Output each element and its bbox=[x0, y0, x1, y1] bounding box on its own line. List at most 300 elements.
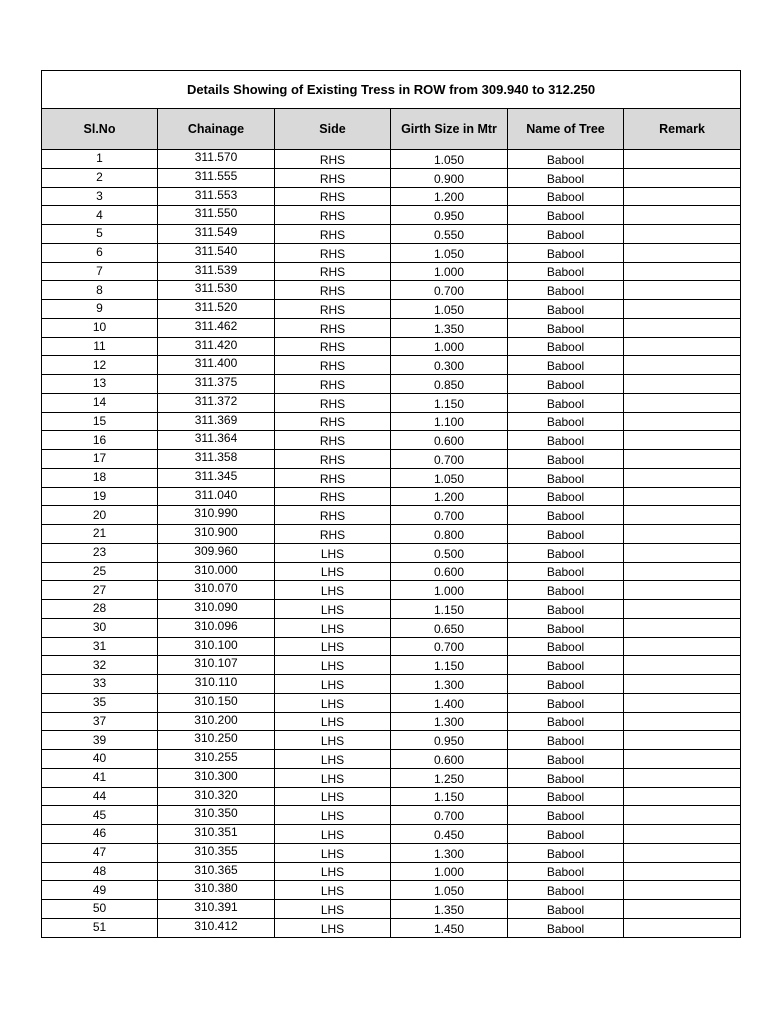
chainage-cell: 310.096 bbox=[158, 618, 275, 637]
remark-cell bbox=[624, 806, 741, 825]
remark-cell bbox=[624, 543, 741, 562]
table-row bbox=[42, 206, 741, 225]
chainage-cell: 310.355 bbox=[158, 843, 275, 862]
sl-no-cell: 50 bbox=[42, 900, 158, 919]
girth-size-cell: 0.700 bbox=[391, 450, 508, 469]
tree-name-cell: Babool bbox=[508, 468, 624, 487]
remark-cell bbox=[624, 768, 741, 787]
chainage-cell: 310.100 bbox=[158, 637, 275, 656]
chainage-cell: 311.364 bbox=[158, 431, 275, 450]
girth-size-cell: 1.050 bbox=[391, 468, 508, 487]
sl-no-cell: 6 bbox=[42, 243, 158, 262]
sl-no-cell: 51 bbox=[42, 918, 158, 937]
side-cell: RHS bbox=[275, 187, 391, 206]
girth-size-cell: 0.500 bbox=[391, 543, 508, 562]
sl-no-cell: 4 bbox=[42, 206, 158, 225]
girth-size-cell: 1.050 bbox=[391, 300, 508, 319]
sl-no-cell: 41 bbox=[42, 768, 158, 787]
side-cell: RHS bbox=[275, 375, 391, 394]
sl-no-cell: 3 bbox=[42, 187, 158, 206]
side-cell: LHS bbox=[275, 825, 391, 844]
girth-size-cell: 1.000 bbox=[391, 862, 508, 881]
sl-no-cell: 33 bbox=[42, 675, 158, 694]
chainage-cell: 310.391 bbox=[158, 900, 275, 919]
tree-name-cell: Babool bbox=[508, 768, 624, 787]
chainage-cell: 311.372 bbox=[158, 393, 275, 412]
girth-size-cell: 1.200 bbox=[391, 187, 508, 206]
remark-cell bbox=[624, 862, 741, 881]
sl-no-cell: 17 bbox=[42, 450, 158, 469]
remark-cell bbox=[624, 431, 741, 450]
tree-name-cell: Babool bbox=[508, 637, 624, 656]
remark-cell bbox=[624, 900, 741, 919]
side-cell: LHS bbox=[275, 862, 391, 881]
side-cell: LHS bbox=[275, 675, 391, 694]
remark-cell bbox=[624, 318, 741, 337]
chainage-cell: 310.090 bbox=[158, 600, 275, 619]
chainage-cell: 311.345 bbox=[158, 468, 275, 487]
table-row bbox=[42, 243, 741, 262]
table-row bbox=[42, 525, 741, 544]
chainage-cell: 310.150 bbox=[158, 693, 275, 712]
girth-size-cell: 1.300 bbox=[391, 843, 508, 862]
sl-no-cell: 7 bbox=[42, 262, 158, 281]
table-row bbox=[42, 187, 741, 206]
chainage-cell: 310.110 bbox=[158, 675, 275, 694]
remark-cell bbox=[624, 618, 741, 637]
chainage-cell: 310.900 bbox=[158, 525, 275, 544]
tree-name-cell: Babool bbox=[508, 693, 624, 712]
sl-no-cell: 31 bbox=[42, 637, 158, 656]
side-cell: LHS bbox=[275, 543, 391, 562]
tree-name-cell: Babool bbox=[508, 825, 624, 844]
tree-name-cell: Babool bbox=[508, 750, 624, 769]
tree-name-cell: Babool bbox=[508, 618, 624, 637]
remark-cell bbox=[624, 712, 741, 731]
chainage-cell: 310.990 bbox=[158, 506, 275, 525]
sl-no-cell: 15 bbox=[42, 412, 158, 431]
tree-name-cell: Babool bbox=[508, 900, 624, 919]
column-header-name-of-tree: Name of Tree bbox=[508, 109, 624, 150]
remark-cell bbox=[624, 450, 741, 469]
table-row bbox=[42, 562, 741, 581]
sl-no-cell: 19 bbox=[42, 487, 158, 506]
sl-no-cell: 49 bbox=[42, 881, 158, 900]
side-cell: RHS bbox=[275, 487, 391, 506]
girth-size-cell: 1.450 bbox=[391, 918, 508, 937]
tree-name-cell: Babool bbox=[508, 487, 624, 506]
chainage-cell: 311.555 bbox=[158, 168, 275, 187]
chainage-cell: 311.040 bbox=[158, 487, 275, 506]
tree-name-cell: Babool bbox=[508, 337, 624, 356]
table-row bbox=[42, 881, 741, 900]
side-cell: LHS bbox=[275, 918, 391, 937]
side-cell: LHS bbox=[275, 562, 391, 581]
girth-size-cell: 1.300 bbox=[391, 675, 508, 694]
chainage-cell: 309.960 bbox=[158, 543, 275, 562]
tree-name-cell: Babool bbox=[508, 243, 624, 262]
tree-name-cell: Babool bbox=[508, 206, 624, 225]
table-row bbox=[42, 618, 741, 637]
table-row bbox=[42, 262, 741, 281]
chainage-cell: 311.570 bbox=[158, 150, 275, 169]
tree-name-cell: Babool bbox=[508, 281, 624, 300]
sl-no-cell: 2 bbox=[42, 168, 158, 187]
girth-size-cell: 0.700 bbox=[391, 506, 508, 525]
sl-no-cell: 28 bbox=[42, 600, 158, 619]
side-cell: LHS bbox=[275, 787, 391, 806]
table-row bbox=[42, 693, 741, 712]
chainage-cell: 310.300 bbox=[158, 768, 275, 787]
remark-cell bbox=[624, 187, 741, 206]
table-row bbox=[42, 487, 741, 506]
remark-cell bbox=[624, 506, 741, 525]
remark-cell bbox=[624, 656, 741, 675]
table-row bbox=[42, 450, 741, 469]
sl-no-cell: 1 bbox=[42, 150, 158, 169]
tree-name-cell: Babool bbox=[508, 168, 624, 187]
side-cell: LHS bbox=[275, 712, 391, 731]
girth-size-cell: 0.600 bbox=[391, 750, 508, 769]
sl-no-cell: 44 bbox=[42, 787, 158, 806]
remark-cell bbox=[624, 693, 741, 712]
sl-no-cell: 16 bbox=[42, 431, 158, 450]
remark-cell bbox=[624, 562, 741, 581]
table-row bbox=[42, 806, 741, 825]
tree-name-cell: Babool bbox=[508, 843, 624, 862]
girth-size-cell: 1.000 bbox=[391, 337, 508, 356]
table-row bbox=[42, 731, 741, 750]
tree-name-cell: Babool bbox=[508, 300, 624, 319]
tree-name-cell: Babool bbox=[508, 412, 624, 431]
remark-cell bbox=[624, 750, 741, 769]
remark-cell bbox=[624, 637, 741, 656]
side-cell: RHS bbox=[275, 412, 391, 431]
sl-no-cell: 12 bbox=[42, 356, 158, 375]
chainage-cell: 310.107 bbox=[158, 656, 275, 675]
chainage-cell: 310.255 bbox=[158, 750, 275, 769]
girth-size-cell: 1.050 bbox=[391, 243, 508, 262]
remark-cell bbox=[624, 243, 741, 262]
chainage-cell: 310.412 bbox=[158, 918, 275, 937]
tree-name-cell: Babool bbox=[508, 675, 624, 694]
table-row bbox=[42, 787, 741, 806]
remark-cell bbox=[624, 825, 741, 844]
table-row bbox=[42, 750, 741, 769]
remark-cell bbox=[624, 731, 741, 750]
remark-cell bbox=[624, 412, 741, 431]
chainage-cell: 310.000 bbox=[158, 562, 275, 581]
side-cell: LHS bbox=[275, 637, 391, 656]
column-header-girth-size: Girth Size in Mtr bbox=[391, 109, 508, 150]
girth-size-cell: 1.150 bbox=[391, 656, 508, 675]
side-cell: RHS bbox=[275, 281, 391, 300]
tree-name-cell: Babool bbox=[508, 881, 624, 900]
table-row bbox=[42, 412, 741, 431]
tree-name-cell: Babool bbox=[508, 806, 624, 825]
side-cell: RHS bbox=[275, 450, 391, 469]
sl-no-cell: 8 bbox=[42, 281, 158, 300]
chainage-cell: 311.553 bbox=[158, 187, 275, 206]
tree-name-cell: Babool bbox=[508, 356, 624, 375]
side-cell: RHS bbox=[275, 318, 391, 337]
chainage-cell: 311.462 bbox=[158, 318, 275, 337]
side-cell: RHS bbox=[275, 243, 391, 262]
girth-size-cell: 0.700 bbox=[391, 806, 508, 825]
remark-cell bbox=[624, 787, 741, 806]
side-cell: RHS bbox=[275, 262, 391, 281]
sl-no-cell: 21 bbox=[42, 525, 158, 544]
side-cell: LHS bbox=[275, 600, 391, 619]
table-row bbox=[42, 393, 741, 412]
chainage-cell: 310.070 bbox=[158, 581, 275, 600]
table-row bbox=[42, 543, 741, 562]
table-row bbox=[42, 356, 741, 375]
tree-name-cell: Babool bbox=[508, 187, 624, 206]
sl-no-cell: 46 bbox=[42, 825, 158, 844]
girth-size-cell: 0.300 bbox=[391, 356, 508, 375]
table-row bbox=[42, 768, 741, 787]
remark-cell bbox=[624, 581, 741, 600]
sl-no-cell: 5 bbox=[42, 225, 158, 244]
sl-no-cell: 35 bbox=[42, 693, 158, 712]
side-cell: RHS bbox=[275, 525, 391, 544]
sl-no-cell: 14 bbox=[42, 393, 158, 412]
chainage-cell: 311.530 bbox=[158, 281, 275, 300]
girth-size-cell: 0.700 bbox=[391, 281, 508, 300]
table-row bbox=[42, 825, 741, 844]
title-row bbox=[42, 71, 741, 109]
table-row bbox=[42, 900, 741, 919]
table-row bbox=[42, 506, 741, 525]
girth-size-cell: 0.450 bbox=[391, 825, 508, 844]
girth-size-cell: 0.700 bbox=[391, 637, 508, 656]
side-cell: RHS bbox=[275, 506, 391, 525]
side-cell: LHS bbox=[275, 881, 391, 900]
sl-no-cell: 11 bbox=[42, 337, 158, 356]
side-cell: RHS bbox=[275, 431, 391, 450]
chainage-cell: 310.250 bbox=[158, 731, 275, 750]
tree-name-cell: Babool bbox=[508, 712, 624, 731]
table-row bbox=[42, 712, 741, 731]
side-cell: LHS bbox=[275, 806, 391, 825]
table-row bbox=[42, 168, 741, 187]
remark-cell bbox=[624, 525, 741, 544]
table-row bbox=[42, 843, 741, 862]
table-row bbox=[42, 281, 741, 300]
remark-cell bbox=[624, 300, 741, 319]
girth-size-cell: 1.050 bbox=[391, 881, 508, 900]
side-cell: LHS bbox=[275, 618, 391, 637]
side-cell: RHS bbox=[275, 393, 391, 412]
side-cell: LHS bbox=[275, 843, 391, 862]
tree-name-cell: Babool bbox=[508, 450, 624, 469]
column-header-side: Side bbox=[275, 109, 391, 150]
girth-size-cell: 1.300 bbox=[391, 712, 508, 731]
tree-name-cell: Babool bbox=[508, 150, 624, 169]
girth-size-cell: 1.050 bbox=[391, 150, 508, 169]
chainage-cell: 310.320 bbox=[158, 787, 275, 806]
chainage-cell: 310.200 bbox=[158, 712, 275, 731]
girth-size-cell: 1.150 bbox=[391, 600, 508, 619]
tree-details-table bbox=[41, 70, 741, 938]
chainage-cell: 310.350 bbox=[158, 806, 275, 825]
chainage-cell: 311.358 bbox=[158, 450, 275, 469]
chainage-cell: 310.351 bbox=[158, 825, 275, 844]
girth-size-cell: 0.950 bbox=[391, 731, 508, 750]
girth-size-cell: 1.400 bbox=[391, 693, 508, 712]
sl-no-cell: 23 bbox=[42, 543, 158, 562]
table-row bbox=[42, 150, 741, 169]
tree-name-cell: Babool bbox=[508, 543, 624, 562]
sl-no-cell: 40 bbox=[42, 750, 158, 769]
remark-cell bbox=[624, 168, 741, 187]
sl-no-cell: 18 bbox=[42, 468, 158, 487]
sl-no-cell: 9 bbox=[42, 300, 158, 319]
sl-no-cell: 48 bbox=[42, 862, 158, 881]
sl-no-cell: 32 bbox=[42, 656, 158, 675]
tree-name-cell: Babool bbox=[508, 581, 624, 600]
side-cell: RHS bbox=[275, 150, 391, 169]
column-header-remark: Remark bbox=[624, 109, 741, 150]
tree-name-cell: Babool bbox=[508, 375, 624, 394]
girth-size-cell: 1.000 bbox=[391, 262, 508, 281]
side-cell: RHS bbox=[275, 168, 391, 187]
table-row bbox=[42, 300, 741, 319]
side-cell: RHS bbox=[275, 300, 391, 319]
table-row bbox=[42, 600, 741, 619]
tree-name-cell: Babool bbox=[508, 731, 624, 750]
side-cell: RHS bbox=[275, 468, 391, 487]
sl-no-cell: 10 bbox=[42, 318, 158, 337]
table-row bbox=[42, 675, 741, 694]
remark-cell bbox=[624, 918, 741, 937]
table-row bbox=[42, 431, 741, 450]
girth-size-cell: 1.150 bbox=[391, 787, 508, 806]
sl-no-cell: 39 bbox=[42, 731, 158, 750]
table-row bbox=[42, 862, 741, 881]
side-cell: LHS bbox=[275, 656, 391, 675]
tree-name-cell: Babool bbox=[508, 562, 624, 581]
remark-cell bbox=[624, 843, 741, 862]
chainage-cell: 311.375 bbox=[158, 375, 275, 394]
chainage-cell: 311.549 bbox=[158, 225, 275, 244]
girth-size-cell: 1.150 bbox=[391, 393, 508, 412]
tree-name-cell: Babool bbox=[508, 506, 624, 525]
table-row bbox=[42, 656, 741, 675]
remark-cell bbox=[624, 262, 741, 281]
column-header-chainage: Chainage bbox=[158, 109, 275, 150]
sl-no-cell: 25 bbox=[42, 562, 158, 581]
tree-name-cell: Babool bbox=[508, 318, 624, 337]
remark-cell bbox=[624, 468, 741, 487]
girth-size-cell: 0.850 bbox=[391, 375, 508, 394]
remark-cell bbox=[624, 337, 741, 356]
chainage-cell: 311.400 bbox=[158, 356, 275, 375]
sl-no-cell: 30 bbox=[42, 618, 158, 637]
girth-size-cell: 0.950 bbox=[391, 206, 508, 225]
remark-cell bbox=[624, 206, 741, 225]
girth-size-cell: 1.200 bbox=[391, 487, 508, 506]
table-row bbox=[42, 337, 741, 356]
remark-cell bbox=[624, 487, 741, 506]
girth-size-cell: 1.000 bbox=[391, 581, 508, 600]
table-body bbox=[42, 150, 741, 938]
side-cell: RHS bbox=[275, 206, 391, 225]
table-title: Details Showing of Existing Tress in ROW from 309.940 to 312.250 bbox=[42, 71, 741, 109]
girth-size-cell: 1.100 bbox=[391, 412, 508, 431]
tree-name-cell: Babool bbox=[508, 862, 624, 881]
tree-name-cell: Babool bbox=[508, 787, 624, 806]
side-cell: RHS bbox=[275, 356, 391, 375]
girth-size-cell: 0.550 bbox=[391, 225, 508, 244]
girth-size-cell: 0.800 bbox=[391, 525, 508, 544]
tree-name-cell: Babool bbox=[508, 656, 624, 675]
remark-cell bbox=[624, 281, 741, 300]
table-row bbox=[42, 918, 741, 937]
sl-no-cell: 13 bbox=[42, 375, 158, 394]
remark-cell bbox=[624, 356, 741, 375]
tree-name-cell: Babool bbox=[508, 431, 624, 450]
girth-size-cell: 1.250 bbox=[391, 768, 508, 787]
sl-no-cell: 20 bbox=[42, 506, 158, 525]
side-cell: LHS bbox=[275, 900, 391, 919]
header-row bbox=[42, 109, 741, 150]
girth-size-cell: 0.600 bbox=[391, 431, 508, 450]
chainage-cell: 311.540 bbox=[158, 243, 275, 262]
side-cell: LHS bbox=[275, 693, 391, 712]
tree-name-cell: Babool bbox=[508, 393, 624, 412]
sl-no-cell: 27 bbox=[42, 581, 158, 600]
remark-cell bbox=[624, 375, 741, 394]
tree-name-cell: Babool bbox=[508, 225, 624, 244]
side-cell: LHS bbox=[275, 581, 391, 600]
girth-size-cell: 1.350 bbox=[391, 900, 508, 919]
remark-cell bbox=[624, 150, 741, 169]
side-cell: RHS bbox=[275, 337, 391, 356]
chainage-cell: 310.380 bbox=[158, 881, 275, 900]
table-row bbox=[42, 637, 741, 656]
girth-size-cell: 0.650 bbox=[391, 618, 508, 637]
chainage-cell: 311.420 bbox=[158, 337, 275, 356]
remark-cell bbox=[624, 393, 741, 412]
tree-name-cell: Babool bbox=[508, 918, 624, 937]
remark-cell bbox=[624, 881, 741, 900]
table-row bbox=[42, 581, 741, 600]
column-header-sl-no: Sl.No bbox=[42, 109, 158, 150]
side-cell: LHS bbox=[275, 731, 391, 750]
side-cell: LHS bbox=[275, 750, 391, 769]
chainage-cell: 311.550 bbox=[158, 206, 275, 225]
table-row bbox=[42, 225, 741, 244]
remark-cell bbox=[624, 600, 741, 619]
chainage-cell: 311.520 bbox=[158, 300, 275, 319]
table-row bbox=[42, 318, 741, 337]
sl-no-cell: 37 bbox=[42, 712, 158, 731]
chainage-cell: 311.369 bbox=[158, 412, 275, 431]
side-cell: RHS bbox=[275, 225, 391, 244]
table-row bbox=[42, 468, 741, 487]
tree-name-cell: Babool bbox=[508, 262, 624, 281]
girth-size-cell: 0.600 bbox=[391, 562, 508, 581]
girth-size-cell: 0.900 bbox=[391, 168, 508, 187]
tree-name-cell: Babool bbox=[508, 600, 624, 619]
table-row bbox=[42, 375, 741, 394]
chainage-cell: 310.365 bbox=[158, 862, 275, 881]
side-cell: LHS bbox=[275, 768, 391, 787]
sl-no-cell: 45 bbox=[42, 806, 158, 825]
tree-name-cell: Babool bbox=[508, 525, 624, 544]
